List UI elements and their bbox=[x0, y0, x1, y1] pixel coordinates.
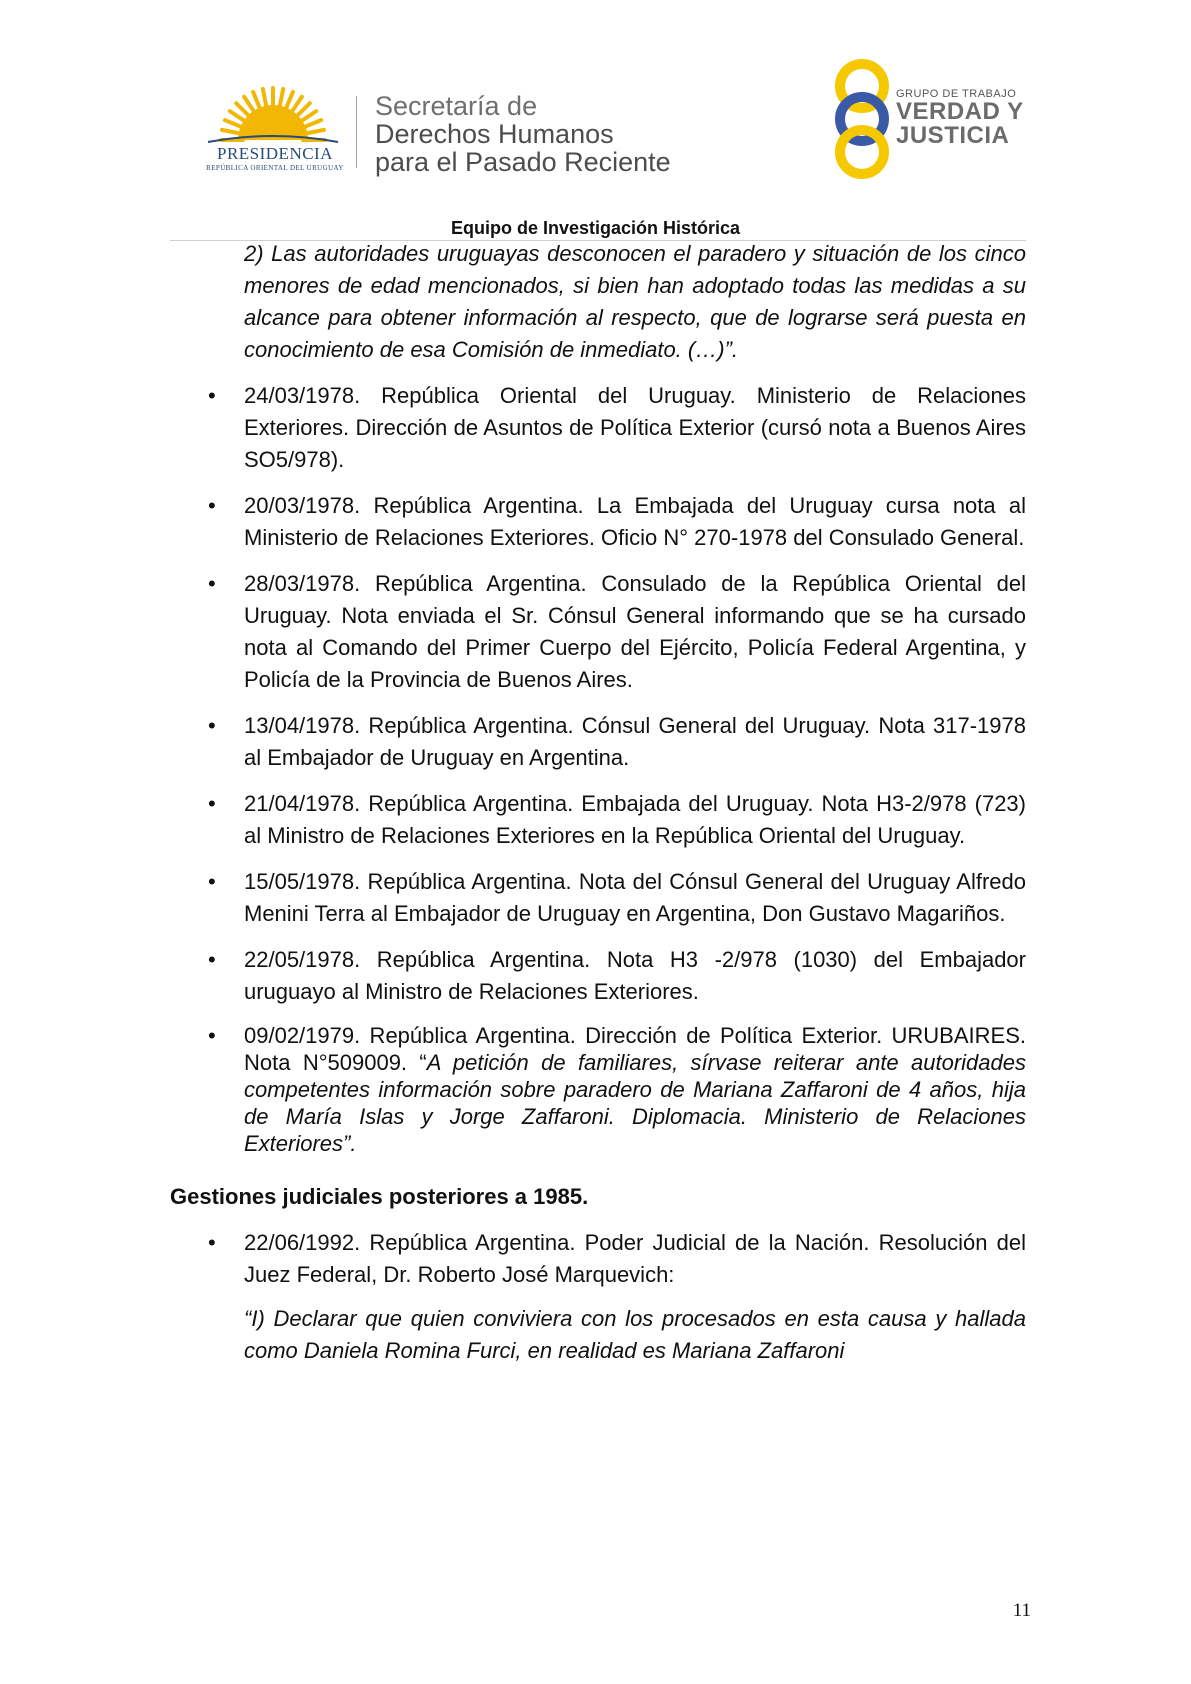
intro-quote: 2) Las autoridades uruguayas desconocen el paradero y situación de los cinco menores de edad mencionados, si bien han adoptado todas las medidas a su alcance para obtener información al respecto, que de lograrse será puesta en conocimiento de esa Comisión de inmediato. (…)”. bbox=[244, 241, 1026, 362]
document-body bbox=[170, 238, 1026, 1367]
list-item bbox=[208, 944, 1026, 1008]
bullet: • bbox=[208, 869, 216, 894]
bullet: • bbox=[208, 1230, 216, 1255]
list-item-last bbox=[208, 1022, 1026, 1157]
list-item bbox=[208, 568, 1026, 696]
list-item bbox=[208, 788, 1026, 852]
page-header bbox=[0, 0, 1191, 240]
chronology-list bbox=[170, 380, 1026, 1008]
list-item-quote: A petición de familiares, sírvase reiterar ante autoridades competentes información sobre paradero de Mariana Zaffaroni de 4 años, hija de María Islas y Jorge Zaffaroni. Diplomacia. Ministerio de Relaciones Exteriores”. bbox=[244, 1050, 1026, 1156]
list-item-text: 22/05/1978. República Argentina. Nota H3 -2/978 (1030) del Embajador uruguayo al Ministro de Relaciones Exteriores. bbox=[244, 947, 1026, 1004]
secretaria-line-3: para el Pasado Reciente bbox=[375, 147, 671, 177]
section-heading: Gestiones judiciales posteriores a 1985. bbox=[170, 1184, 589, 1209]
secretaria-line-2: Derechos Humanos bbox=[375, 119, 614, 149]
bullet: • bbox=[208, 493, 216, 518]
judicial-quote: “I) Declarar que quien conviviera con los procesados en esta causa y hallada como Daniela Romina Furci, en realidad es Mariana Zaffaroni bbox=[244, 1306, 1026, 1363]
list-item bbox=[208, 866, 1026, 930]
bullet: • bbox=[208, 383, 216, 408]
list-item bbox=[208, 710, 1026, 774]
judicial-item-text: 22/06/1992. República Argentina. Poder Judicial de la Nación. Resolución del Juez Federal, Dr. Roberto José Marquevich: bbox=[244, 1230, 1026, 1287]
list-item-text: 15/05/1978. República Argentina. Nota del Cónsul General del Uruguay Alfredo Menini Terra al Embajador de Uruguay en Argentina, Don Gustavo Magariños. bbox=[244, 869, 1026, 926]
grupo-de-trabajo-label: GRUPO DE TRABAJO bbox=[896, 88, 1017, 100]
justicia-label: JUSTICIA bbox=[896, 122, 1010, 149]
judicial-item bbox=[208, 1227, 1026, 1291]
list-item-text: 24/03/1978. República Oriental del Uruguay. Ministerio de Relaciones Exteriores. Dirección de Asuntos de Política Exterior (cursó nota a Buenos Aires SO5/978). bbox=[244, 383, 1026, 472]
bullet: • bbox=[208, 791, 216, 816]
bullet: • bbox=[208, 571, 216, 596]
list-item-text: 21/04/1978. República Argentina. Embajada del Uruguay. Nota H3-2/978 (723) al Ministro de Relaciones Exteriores en la República Oriental del Uruguay. bbox=[244, 791, 1026, 848]
list-item-text: 20/03/1978. República Argentina. La Embajada del Uruguay cursa nota al Ministerio de Relaciones Exteriores. Oficio N° 270-1978 del Consulado General. bbox=[244, 493, 1026, 550]
secretaria-title bbox=[375, 92, 671, 176]
list-item-text: 13/04/1978. República Argentina. Cónsul General del Uruguay. Nota 317-1978 al Embajador de Uruguay en Argentina. bbox=[244, 713, 1026, 770]
secretaria-line-1: Secretaría de bbox=[375, 91, 538, 121]
bullet: • bbox=[208, 713, 216, 738]
header-divider bbox=[356, 96, 357, 168]
verdad-y-label: VERDAD Y bbox=[896, 98, 1024, 125]
list-item-text: 28/03/1978. República Argentina. Consulado de la República Oriental del Uruguay. Nota enviada el Sr. Cónsul General informando que se ha cursado nota al Comando del Primer Cuerpo del Ejército, Policía Federal Argentina, y Policía de la Provincia de Buenos Aires. bbox=[244, 571, 1026, 692]
bullet: • bbox=[208, 947, 216, 972]
presidencia-subtitle: REPÚBLICA ORIENTAL DEL URUGUAY bbox=[206, 164, 344, 172]
list-item-text: 09/02/1979. República Argentina. Dirección de Política Exterior. URUBAIRES. Nota N°509009. “ bbox=[244, 1023, 1026, 1075]
page-number: 11 bbox=[1012, 1600, 1031, 1621]
list-item bbox=[208, 490, 1026, 554]
presidencia-wordmark: PRESIDENCIA bbox=[216, 144, 333, 163]
bullet: • bbox=[208, 1023, 216, 1048]
team-title: Equipo de Investigación Histórica bbox=[450, 218, 741, 238]
verdad-justicia-wordmark bbox=[896, 88, 1024, 148]
list-item bbox=[208, 380, 1026, 476]
